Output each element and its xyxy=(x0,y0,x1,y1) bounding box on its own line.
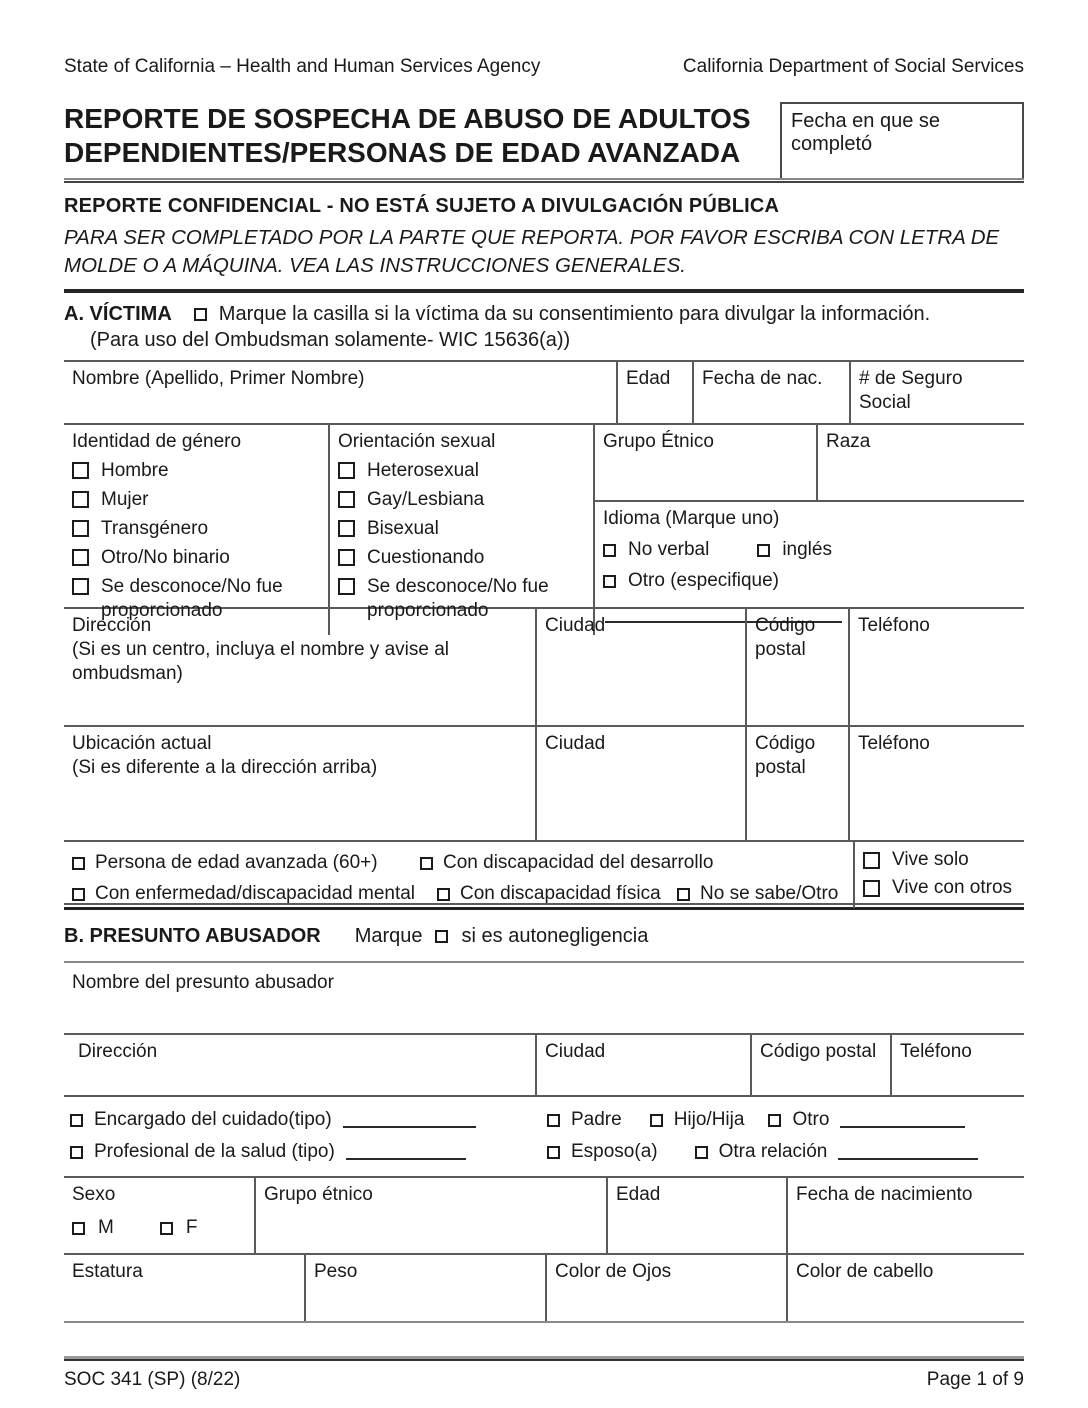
option-enfermedad-mental[interactable] xyxy=(72,882,437,906)
option-label: Bisexual xyxy=(367,518,439,539)
option-vive-con-otros[interactable] xyxy=(863,876,1016,900)
option-mujer[interactable] xyxy=(72,488,320,512)
option-discapacidad-desarrollo[interactable] xyxy=(420,851,713,875)
victim-ssn-label: # de Seguro Social xyxy=(859,368,963,413)
option-label: Gay/Lesbiana xyxy=(367,489,485,510)
option-label: Otro xyxy=(792,1109,830,1130)
date-completed-field[interactable] xyxy=(780,102,1024,178)
option-label: No verbal xyxy=(628,539,710,560)
abuser-age-field[interactable] xyxy=(606,1178,786,1253)
checkbox-icon[interactable] xyxy=(72,578,89,595)
checkbox-icon[interactable] xyxy=(160,1222,173,1235)
option-padre[interactable] xyxy=(547,1109,622,1131)
language-label: Idioma (Marque uno) xyxy=(603,508,780,529)
ethnic-group-field[interactable] xyxy=(595,425,816,500)
option-no-se-sabe[interactable] xyxy=(677,882,838,906)
address-label: Dirección xyxy=(72,615,152,636)
checkbox-icon[interactable] xyxy=(338,520,355,537)
location-zip-field[interactable] xyxy=(745,727,848,840)
option-transgenero[interactable] xyxy=(72,517,320,541)
location-note: (Si es diferente a la dirección arriba) xyxy=(72,757,378,778)
agency-name-left: State of California – Health and Human Services Agency xyxy=(64,56,541,77)
sexual-orientation-group xyxy=(328,425,593,635)
other-relation-blank[interactable] xyxy=(838,1144,978,1160)
checkbox-icon[interactable] xyxy=(547,1146,560,1159)
abuser-ethnic-field[interactable] xyxy=(254,1178,606,1253)
victim-address-row xyxy=(64,609,1024,727)
abuser-physical-row xyxy=(64,1255,1024,1323)
abuser-address-row xyxy=(64,1035,1024,1097)
option-encargado-cuidado[interactable] xyxy=(70,1109,547,1131)
checkbox-icon[interactable] xyxy=(863,852,880,869)
option-label: Padre xyxy=(571,1109,622,1130)
phone-label: Teléfono xyxy=(900,1041,972,1062)
checkbox-icon[interactable] xyxy=(70,1114,83,1127)
relationship-group xyxy=(64,1097,1024,1178)
checkbox-ingles[interactable] xyxy=(757,544,770,557)
confidential-notice: REPORTE CONFIDENCIAL - NO ESTÁ SUJETO A DIVULGACIÓN PÚBLICA xyxy=(64,195,780,217)
section-a-header xyxy=(64,303,1024,326)
option-label: Vive solo xyxy=(892,849,969,870)
section-b-header xyxy=(64,925,1024,948)
dob-label: Fecha de nacimiento xyxy=(796,1184,973,1205)
option-label: No se sabe/Otro xyxy=(700,883,839,904)
option-profesional-salud[interactable] xyxy=(70,1141,547,1163)
checkbox-icon[interactable] xyxy=(72,549,89,566)
victim-location-row xyxy=(64,727,1024,842)
ethnic-race-subrow xyxy=(595,425,1024,502)
document-header xyxy=(64,56,1024,78)
option-label: Profesional de la salud (tipo) xyxy=(94,1141,335,1162)
option-label: Otro (especifique) xyxy=(628,570,780,591)
checkbox-icon[interactable] xyxy=(437,888,450,901)
abuser-eye-color-field[interactable] xyxy=(545,1255,786,1321)
ethnic-race-language-group xyxy=(593,425,1024,635)
checkbox-icon[interactable] xyxy=(338,491,355,508)
abuser-address-field[interactable] xyxy=(64,1035,535,1095)
section-b-heading: B. PRESUNTO ABUSADOR xyxy=(64,925,321,947)
option-otra-relacion[interactable] xyxy=(695,1141,979,1163)
self-neglect-pre-label: Marque xyxy=(354,925,423,947)
victim-identity-row xyxy=(64,425,1024,621)
self-neglect-checkbox[interactable] xyxy=(435,930,448,943)
option-label: Persona de edad avanzada (60+) xyxy=(95,852,378,873)
checkbox-icon[interactable] xyxy=(338,462,355,479)
option-label: Encargado del cuidado(tipo) xyxy=(94,1109,332,1130)
option-edad-avanzada[interactable] xyxy=(72,851,420,875)
sexual-orientation-label: Orientación sexual xyxy=(338,431,496,452)
victim-table xyxy=(64,360,1024,905)
height-label: Estatura xyxy=(72,1261,143,1282)
consent-note: (Para uso del Ombudsman solamente- WIC 15636(a)) xyxy=(90,329,571,351)
victim-age-label: Edad xyxy=(626,368,671,389)
checkbox-icon[interactable] xyxy=(677,888,690,901)
city-label: Ciudad xyxy=(545,733,606,754)
abuser-sex-group xyxy=(64,1178,254,1253)
option-heterosexual[interactable] xyxy=(338,459,585,483)
gender-identity-group xyxy=(64,425,328,635)
status-options-group xyxy=(64,842,853,908)
option-label: Con discapacidad del desarrollo xyxy=(443,852,714,873)
checkbox-icon[interactable] xyxy=(338,549,355,566)
option-sexo-f[interactable] xyxy=(160,1216,198,1240)
date-completed-label: Fecha en que se completó xyxy=(791,110,940,155)
living-options-group xyxy=(853,842,1024,908)
checkbox-no-verbal[interactable] xyxy=(603,544,616,557)
option-label: inglés xyxy=(782,539,832,560)
abuser-zip-field[interactable] xyxy=(750,1035,890,1095)
victim-ssn-field[interactable] xyxy=(849,362,1024,423)
victim-age-field[interactable] xyxy=(616,362,692,423)
form-page xyxy=(64,0,1024,1391)
abuser-height-field[interactable] xyxy=(64,1255,304,1321)
option-otro-no-binario[interactable] xyxy=(72,546,320,570)
option-label: Otro/No binario xyxy=(101,547,230,568)
location-city-field[interactable] xyxy=(535,727,745,840)
victim-zip-field[interactable] xyxy=(745,609,848,725)
title-divider xyxy=(64,180,1024,183)
option-label: Se desconoce/No fue proporcionado xyxy=(101,576,283,621)
health-type-blank[interactable] xyxy=(346,1144,466,1160)
option-label: Se desconoce/No fue proporcionado xyxy=(367,576,549,621)
title-block xyxy=(64,102,1024,180)
sex-label: Sexo xyxy=(72,1184,116,1205)
self-neglect-post-label: si es autonegligencia xyxy=(461,925,649,947)
victim-name-label: Nombre (Apellido, Primer Nombre) xyxy=(72,368,365,389)
checkbox-icon[interactable] xyxy=(72,857,85,870)
checkbox-icon[interactable] xyxy=(72,520,89,537)
abuser-hair-color-field[interactable] xyxy=(786,1255,1024,1321)
address-note: (Si es un centro, incluya el nombre y avise al ombudsman) xyxy=(72,639,450,684)
option-vive-solo[interactable] xyxy=(863,848,1016,872)
consent-label: Marque la casilla si la víctima da su consentimiento para divulgar la información. xyxy=(218,303,931,325)
checkbox-icon[interactable] xyxy=(650,1114,663,1127)
form-number: SOC 341 (SP) (8/22) xyxy=(64,1369,241,1390)
option-esposo[interactable] xyxy=(547,1141,658,1163)
option-discapacidad-fisica[interactable] xyxy=(437,882,677,906)
victim-phone-field[interactable] xyxy=(848,609,1024,725)
ethnic-label: Grupo étnico xyxy=(264,1184,373,1205)
victim-city-field[interactable] xyxy=(535,609,745,725)
option-label: Heterosexual xyxy=(367,460,479,481)
option-hombre[interactable] xyxy=(72,459,320,483)
option-cuestionando[interactable] xyxy=(338,546,585,570)
abuser-demographics-row xyxy=(64,1178,1024,1255)
victim-dob-label: Fecha de nac. xyxy=(702,368,823,389)
hair-color-label: Color de cabello xyxy=(796,1261,934,1282)
option-label: Hijo/Hija xyxy=(673,1109,745,1130)
option-label: Cuestionando xyxy=(367,547,485,568)
ethnic-group-label: Grupo Étnico xyxy=(603,431,714,452)
victim-dob-field[interactable] xyxy=(692,362,849,423)
option-label: Transgénero xyxy=(101,518,209,539)
option-label: Con discapacidad física xyxy=(460,883,661,904)
checkbox-otro-idioma[interactable] xyxy=(603,575,616,588)
victim-name-row xyxy=(64,362,1024,425)
victim-location-field[interactable] xyxy=(64,727,535,840)
checkbox-icon[interactable] xyxy=(695,1146,708,1159)
checkbox-icon[interactable] xyxy=(768,1114,781,1127)
option-otro[interactable] xyxy=(768,1109,965,1131)
option-label: Otra relación xyxy=(718,1141,828,1162)
consent-checkbox[interactable] xyxy=(194,308,207,321)
race-label: Raza xyxy=(826,431,871,452)
checkbox-icon[interactable] xyxy=(70,1146,83,1159)
checkbox-icon[interactable] xyxy=(420,857,433,870)
document-footer xyxy=(64,1369,1024,1391)
phone-label: Teléfono xyxy=(858,733,930,754)
city-label: Ciudad xyxy=(545,615,606,636)
option-sexo-m[interactable] xyxy=(72,1216,114,1240)
victim-address-field[interactable] xyxy=(64,609,535,725)
option-label: Mujer xyxy=(101,489,149,510)
address-label: Dirección xyxy=(78,1041,158,1062)
option-bisexual[interactable] xyxy=(338,517,585,541)
abuser-name-label: Nombre del presunto abusador xyxy=(72,972,334,993)
page-number: Page 1 of 9 xyxy=(926,1369,1024,1390)
race-field[interactable] xyxy=(816,425,1026,500)
checkbox-icon[interactable] xyxy=(72,1222,85,1235)
zip-label: Código postal xyxy=(760,1041,877,1062)
abuser-city-field[interactable] xyxy=(535,1035,750,1095)
form-title: REPORTE DE SOSPECHA DE ABUSO DE ADULTOS DEPENDIENTES/PERSONAS DE EDAD AVANZADA xyxy=(64,103,751,168)
city-label: Ciudad xyxy=(545,1041,606,1062)
option-label: M xyxy=(98,1217,114,1238)
option-label: Con enfermedad/discapacidad mental xyxy=(95,883,416,904)
caregiver-type-blank[interactable] xyxy=(343,1112,476,1128)
abuser-weight-field[interactable] xyxy=(304,1255,545,1321)
abuser-dob-field[interactable] xyxy=(786,1178,1024,1253)
location-label: Ubicación actual xyxy=(72,733,212,754)
checkbox-icon[interactable] xyxy=(338,578,355,595)
zip-label: Código postal xyxy=(755,615,816,660)
gender-identity-label: Identidad de género xyxy=(72,431,242,452)
checkbox-icon[interactable] xyxy=(72,491,89,508)
option-hijo-hija[interactable] xyxy=(650,1109,745,1131)
footer-divider xyxy=(64,1356,1024,1361)
instructions-text: PARA SER COMPLETADO POR LA PARTE QUE REPORTA. POR FAVOR ESCRIBA CON LETRA DE MOLDE O A MÁQUINA. VEA LAS INSTRUCCIONES GENERALES. xyxy=(64,224,1024,293)
abuser-phone-field[interactable] xyxy=(890,1035,1024,1095)
zip-label: Código postal xyxy=(755,733,816,778)
option-label: Hombre xyxy=(101,460,169,481)
location-phone-field[interactable] xyxy=(848,727,1024,840)
checkbox-icon[interactable] xyxy=(863,880,880,897)
eye-color-label: Color de Ojos xyxy=(555,1261,672,1282)
age-label: Edad xyxy=(616,1184,661,1205)
option-label: Esposo(a) xyxy=(571,1141,658,1162)
other-blank[interactable] xyxy=(840,1112,965,1128)
option-label: F xyxy=(185,1217,198,1238)
phone-label: Teléfono xyxy=(858,615,930,636)
option-gay-lesbiana[interactable] xyxy=(338,488,585,512)
option-label: Vive con otros xyxy=(892,877,1013,898)
checkbox-icon[interactable] xyxy=(72,888,85,901)
victim-name-field[interactable] xyxy=(64,362,616,423)
agency-name-right: California Department of Social Services xyxy=(682,56,1024,77)
checkbox-icon[interactable] xyxy=(547,1114,560,1127)
abuser-name-field[interactable] xyxy=(64,963,1024,1035)
section-a-heading: A. VÍCTIMA xyxy=(64,303,172,325)
victim-status-row xyxy=(64,842,1024,905)
weight-label: Peso xyxy=(314,1261,358,1282)
checkbox-icon[interactable] xyxy=(72,462,89,479)
